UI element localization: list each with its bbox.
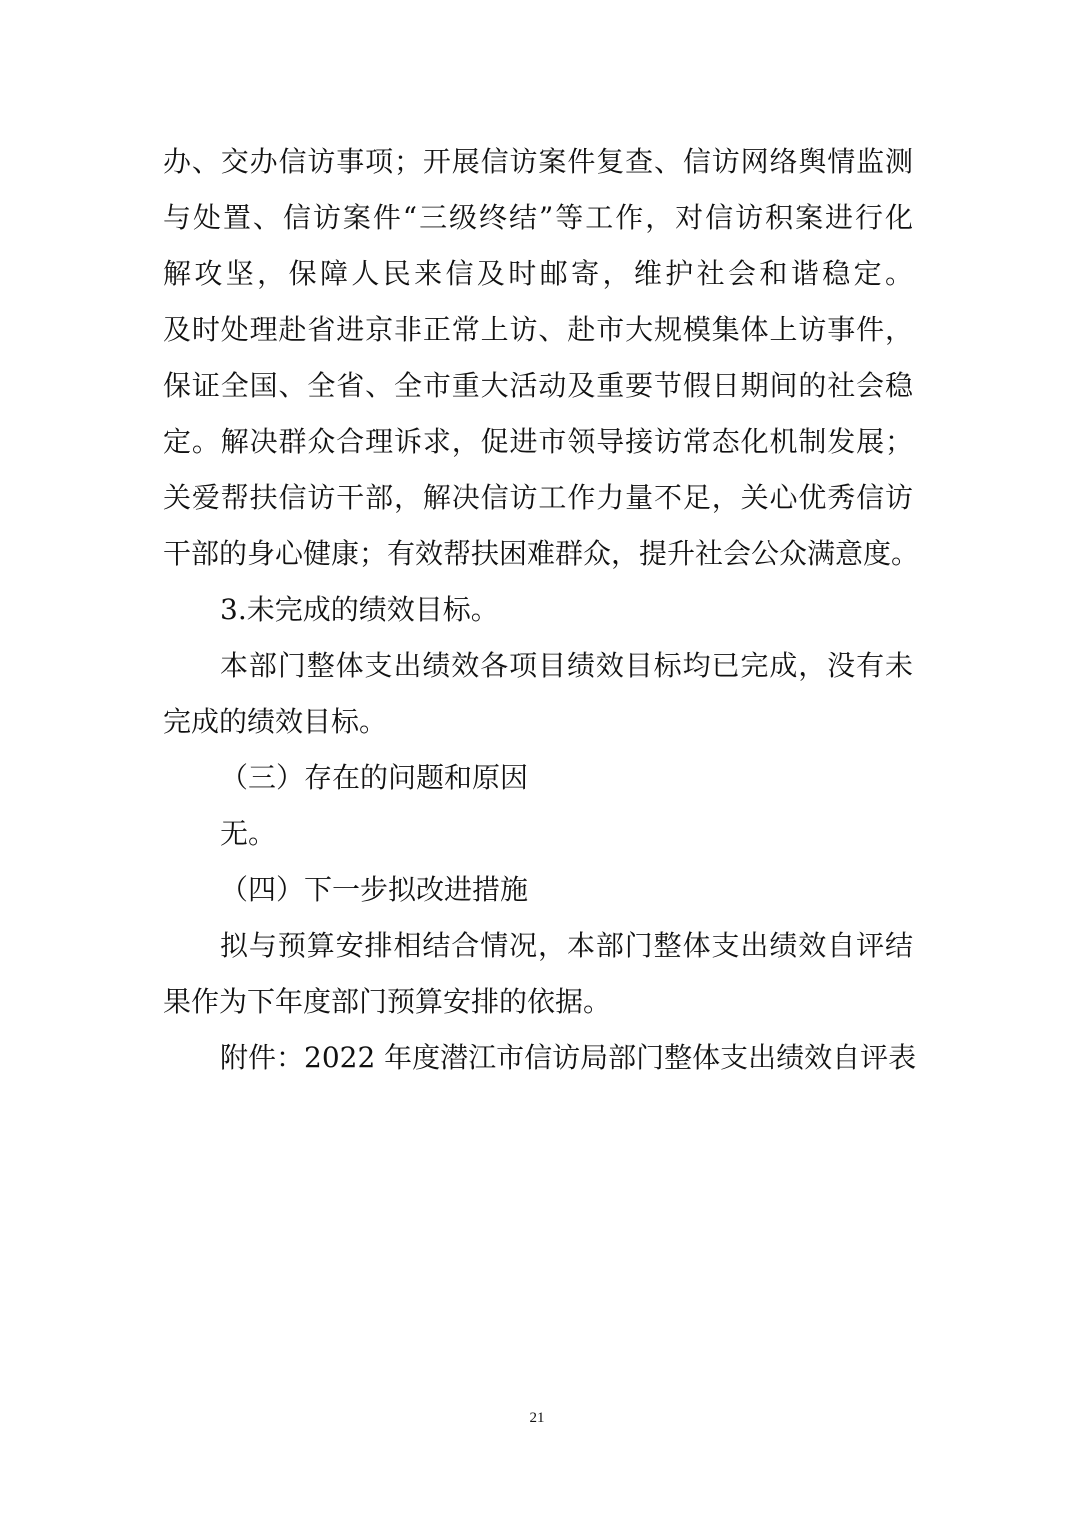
- subheading-unfinished-goals: 3.未完成的绩效目标。: [220, 593, 499, 626]
- paragraph-2-line: 本部门整体支出绩效各项目绩效目标均已完成，没有未: [220, 649, 913, 682]
- paragraph-3-line: 果作为下年度部门预算安排的依据。: [163, 985, 612, 1018]
- attachment-line: 附件：2022 年度潜江市信访局部门整体支出绩效自评表: [220, 1041, 917, 1074]
- paragraph-1-line: 办、交办信访事项；开展信访案件复查、信访网络舆情监测: [163, 145, 913, 178]
- section-heading-improvements: （四）下一步拟改进措施: [220, 873, 529, 906]
- paragraph-1-line: 解攻坚，保障人民来信及时邮寄，维护社会和谐稳定。: [163, 257, 913, 290]
- document-body: [163, 134, 920, 1086]
- paragraph-1-line: 干部的身心健康；有效帮扶困难群众，提升社会公众满意度。: [163, 537, 920, 570]
- paragraph-1-line: 与处置、信访案件“三级终结”等工作，对信访积案进行化: [163, 201, 913, 234]
- page-number: 21: [529, 1410, 545, 1426]
- paragraph-1-line: 保证全国、全省、全市重大活动及重要节假日期间的社会稳: [163, 369, 913, 402]
- section-heading-problems: （三）存在的问题和原因: [220, 761, 529, 794]
- paragraph-1-line: 及时处理赴省进京非正常上访、赴市大规模集体上访事件，: [163, 313, 913, 346]
- section-text-none: 无。: [220, 817, 277, 850]
- paragraph-2-line: 完成的绩效目标。: [163, 705, 388, 738]
- paragraph-1-line: 关爱帮扶信访干部，解决信访工作力量不足，关心优秀信访: [163, 481, 913, 514]
- paragraph-3-line: 拟与预算安排相结合情况，本部门整体支出绩效自评结: [220, 929, 913, 962]
- paragraph-1-line: 定。解决群众合理诉求，促进市领导接访常态化机制发展；: [163, 425, 913, 458]
